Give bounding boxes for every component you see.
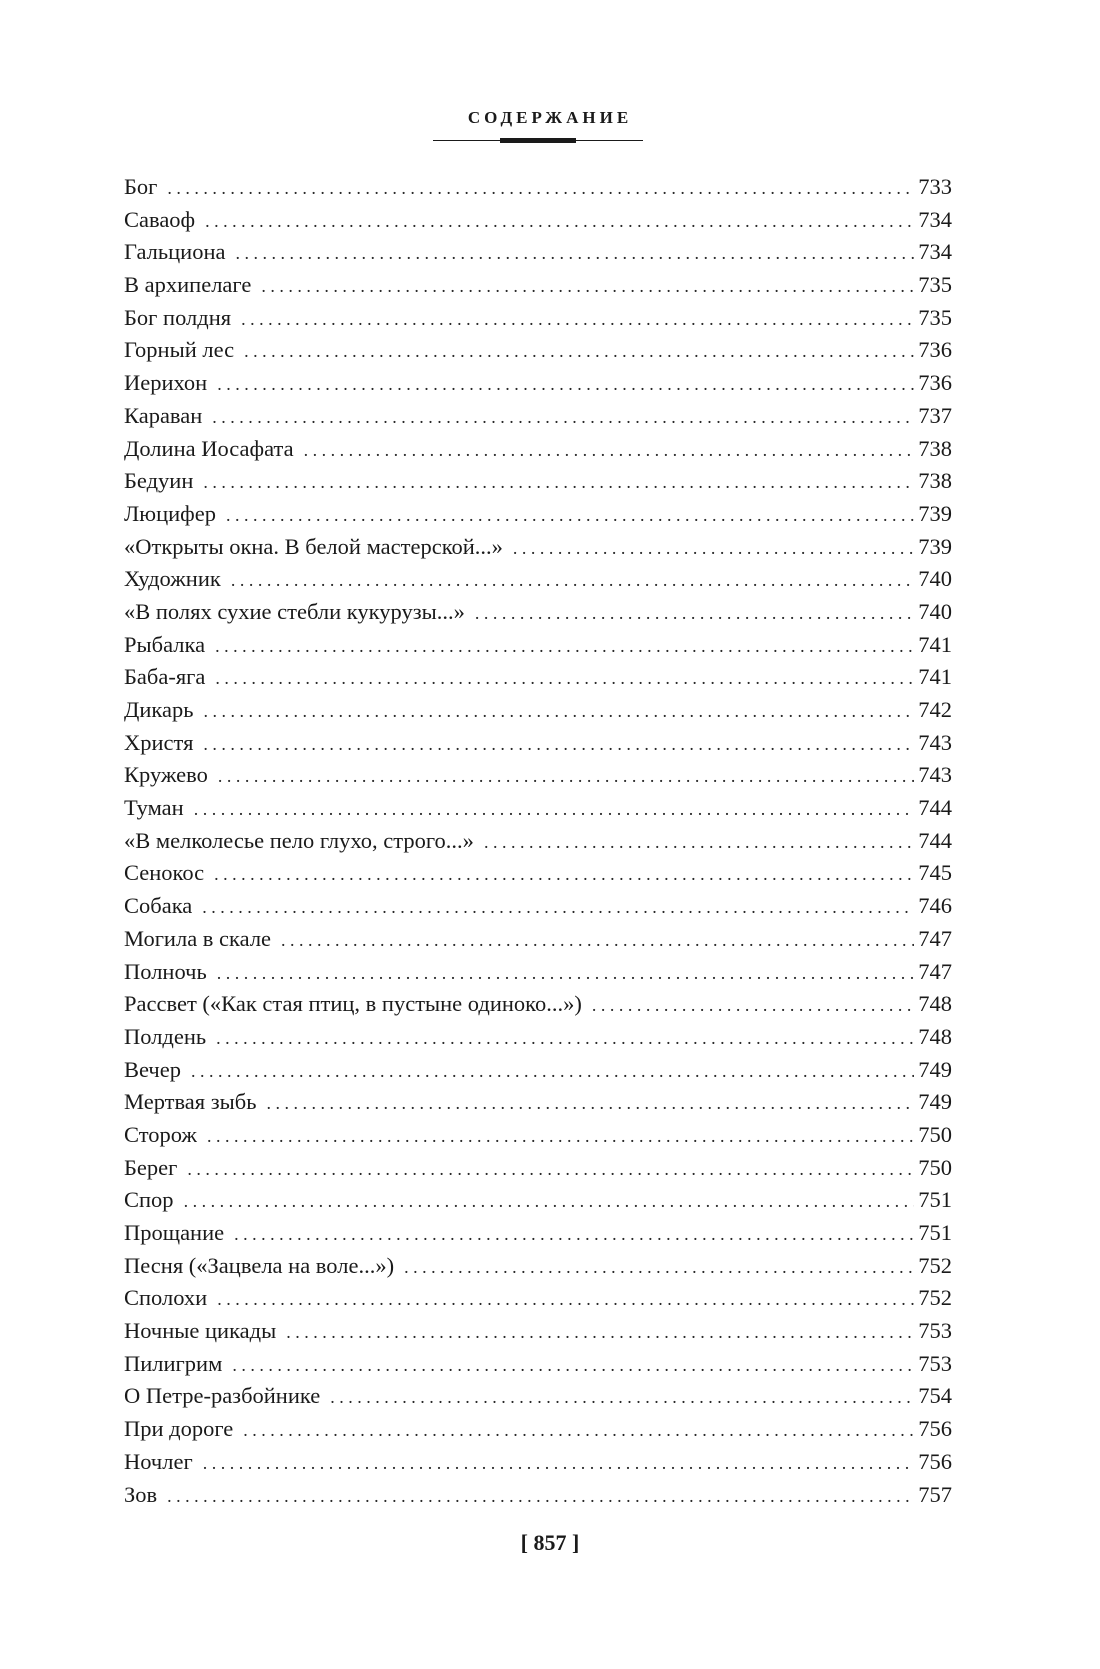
dot-leader <box>212 401 914 434</box>
dot-leader <box>484 826 914 859</box>
dot-leader <box>266 1087 914 1120</box>
toc-entry[interactable] <box>124 269 952 302</box>
page-title: СОДЕРЖАНИЕ <box>467 108 633 127</box>
table-of-contents <box>124 171 952 1511</box>
toc-entry-title: Спор <box>124 1187 174 1213</box>
toc-entry-title: Караван <box>124 402 203 428</box>
dot-leader <box>217 957 915 990</box>
dot-leader <box>404 1251 914 1284</box>
dot-leader <box>281 924 914 957</box>
toc-entry[interactable] <box>124 367 952 400</box>
toc-entry[interactable] <box>124 1479 952 1512</box>
toc-entry-title: Рыбалка <box>124 631 206 657</box>
toc-entry-page: 741 <box>918 664 952 690</box>
toc-entry[interactable] <box>124 1282 952 1315</box>
toc-entry-page: 752 <box>918 1285 952 1311</box>
toc-entry-page: 742 <box>918 697 952 722</box>
toc-entry-title: Могила в скале <box>124 925 272 951</box>
dot-leader <box>191 1055 914 1088</box>
toc-entry[interactable] <box>124 1348 952 1381</box>
toc-entry-title: Саваоф <box>124 206 196 232</box>
dot-leader <box>330 1381 914 1414</box>
dot-leader <box>194 793 915 826</box>
toc-entry-title: Собака <box>124 893 193 919</box>
toc-entry[interactable] <box>124 1217 952 1250</box>
header-rule-accent <box>500 138 576 143</box>
toc-entry[interactable] <box>124 1086 952 1119</box>
toc-entry[interactable] <box>124 956 952 989</box>
toc-entry-title: Зов <box>124 1481 158 1507</box>
toc-entry-title: Рассвет («Как стая птиц, в пустыне одиноко...») <box>124 991 582 1017</box>
toc-entry-page: 745 <box>918 860 952 886</box>
toc-entry-title: Пилигрим <box>124 1350 223 1376</box>
dot-leader <box>184 1185 915 1218</box>
toc-entry[interactable] <box>124 465 952 498</box>
toc-entry[interactable] <box>124 694 952 727</box>
toc-entry-title: Бог полдня <box>124 304 232 330</box>
dot-leader <box>217 368 914 401</box>
toc-entry-title: «В полях сухие стебли кукурузы...» <box>124 598 465 624</box>
toc-entry-page: 734 <box>918 206 952 232</box>
dot-leader <box>215 630 914 663</box>
toc-entry-title: Туман <box>124 795 184 821</box>
toc-entry-page: 746 <box>918 893 952 919</box>
toc-entry[interactable] <box>124 759 952 792</box>
toc-entry-page: 750 <box>918 1154 952 1180</box>
toc-entry[interactable] <box>124 1054 952 1087</box>
dot-leader <box>243 1414 914 1447</box>
toc-entry[interactable] <box>124 1152 952 1185</box>
dot-leader <box>217 1283 914 1316</box>
dot-leader <box>214 858 914 891</box>
toc-entry-page: 741 <box>918 631 952 657</box>
toc-entry-title: Ночлег <box>124 1448 193 1474</box>
toc-entry[interactable] <box>124 236 952 269</box>
toc-entry[interactable] <box>124 661 952 694</box>
toc-entry[interactable] <box>124 857 952 890</box>
dot-leader <box>261 270 914 303</box>
close-bracket: ] <box>572 1530 580 1555</box>
open-bracket: [ <box>520 1530 528 1555</box>
toc-entry-page: 750 <box>918 1121 952 1147</box>
dot-leader <box>475 597 914 630</box>
toc-entry-title: Вечер <box>124 1056 181 1082</box>
toc-entry[interactable] <box>124 1380 952 1413</box>
toc-entry[interactable] <box>124 433 952 466</box>
toc-entry-title: Бог <box>124 174 158 199</box>
toc-entry-page: 735 <box>918 304 952 330</box>
page-number: 857 <box>533 1530 567 1555</box>
toc-entry[interactable] <box>124 890 952 923</box>
toc-entry-title: Мертвая зыбь <box>124 1089 257 1115</box>
toc-entry-page: 739 <box>918 533 952 559</box>
toc-entry-page: 734 <box>918 239 952 265</box>
toc-entry[interactable] <box>124 988 952 1021</box>
toc-entry[interactable] <box>124 629 952 662</box>
toc-entry-page: 737 <box>918 402 952 428</box>
toc-entry-title: «В мелколесье пело глухо, строго...» <box>124 827 474 853</box>
toc-entry-title: Баба-яга <box>124 664 206 690</box>
toc-entry[interactable] <box>124 1184 952 1217</box>
toc-entry-page: 744 <box>918 795 952 821</box>
toc-entry-page: 749 <box>918 1056 952 1082</box>
toc-entry-title: Кружево <box>124 762 208 788</box>
toc-entry-title: Берег <box>124 1154 178 1180</box>
toc-entry[interactable] <box>124 204 952 237</box>
dot-leader <box>187 1153 914 1186</box>
toc-entry-title: Сенокос <box>124 860 205 886</box>
dot-leader <box>226 499 914 532</box>
toc-entry-page: 757 <box>918 1481 952 1507</box>
toc-entry-title: Полдень <box>124 1023 207 1049</box>
toc-entry[interactable] <box>124 596 952 629</box>
toc-entry-title: Бедуин <box>124 468 194 494</box>
toc-entry[interactable] <box>124 498 952 531</box>
toc-entry-page: 736 <box>918 370 952 396</box>
toc-entry-page: 738 <box>918 468 952 494</box>
dot-leader <box>216 1022 914 1055</box>
dot-leader <box>167 172 914 205</box>
toc-entry-title: Песня («Зацвела на воле...») <box>124 1252 395 1278</box>
dot-leader <box>234 1218 914 1251</box>
toc-entry-page: 753 <box>918 1350 952 1376</box>
toc-entry-title: Гальциона <box>124 239 226 265</box>
toc-entry-title: Горный лес <box>124 337 235 363</box>
dot-leader <box>202 891 914 924</box>
dot-leader <box>232 1349 914 1382</box>
dot-leader <box>304 434 915 467</box>
toc-entry-title: О Петре-разбойнике <box>124 1383 321 1409</box>
toc-entry-page: 744 <box>918 827 952 853</box>
toc-entry-title: «Открыты окна. В белой мастерской...» <box>124 533 503 559</box>
dot-leader <box>207 1120 914 1153</box>
toc-entry-page: 754 <box>918 1383 952 1409</box>
toc-entry-page: 751 <box>918 1187 952 1213</box>
toc-entry-title: Долина Иосафата <box>124 435 294 461</box>
toc-entry-page: 743 <box>918 762 952 788</box>
toc-entry[interactable] <box>124 531 952 564</box>
toc-entry[interactable] <box>124 825 952 858</box>
toc-entry-title: В архипелаге <box>124 272 252 298</box>
toc-entry[interactable] <box>124 563 952 596</box>
dot-leader <box>244 335 914 368</box>
toc-entry[interactable] <box>124 1119 952 1152</box>
toc-entry-page: 749 <box>918 1089 952 1115</box>
toc-entry-title: Христя <box>124 729 194 755</box>
toc-entry-page: 756 <box>918 1448 952 1474</box>
toc-entry-page: 733 <box>918 174 952 199</box>
toc-entry[interactable] <box>124 302 952 335</box>
dot-leader <box>235 237 914 270</box>
toc-entry[interactable] <box>124 171 952 204</box>
toc-entry-page: 752 <box>918 1252 952 1278</box>
dot-leader <box>203 695 914 728</box>
toc-entry-page: 740 <box>918 598 952 624</box>
toc-entry-title: При дороге <box>124 1416 234 1442</box>
toc-entry[interactable] <box>124 1315 952 1348</box>
dot-leader <box>215 662 914 695</box>
toc-entry-title: Полночь <box>124 958 207 984</box>
dot-leader <box>203 466 914 499</box>
dot-leader <box>241 303 914 336</box>
toc-entry[interactable] <box>124 1413 952 1446</box>
toc-entry-title: Ночные цикады <box>124 1318 277 1344</box>
toc-entry-page: 743 <box>918 729 952 755</box>
dot-leader <box>513 532 914 565</box>
toc-entry-page: 751 <box>918 1220 952 1245</box>
dot-leader <box>205 205 914 238</box>
toc-entry-page: 756 <box>918 1416 952 1442</box>
toc-entry[interactable] <box>124 334 952 367</box>
dot-leader <box>203 728 914 761</box>
dot-leader <box>218 760 914 793</box>
dot-leader <box>231 564 914 597</box>
toc-entry-page: 747 <box>918 925 952 951</box>
toc-entry-page: 735 <box>918 272 952 298</box>
toc-entry[interactable] <box>124 727 952 760</box>
toc-entry-page: 740 <box>918 566 952 592</box>
toc-entry[interactable] <box>124 792 952 825</box>
toc-entry[interactable] <box>124 400 952 433</box>
dot-leader <box>592 989 914 1022</box>
dot-leader <box>167 1480 914 1513</box>
toc-entry-title: Иерихон <box>124 370 208 396</box>
page-footer <box>0 1530 1100 1556</box>
dot-leader <box>286 1316 914 1349</box>
toc-entry-page: 739 <box>918 500 952 526</box>
toc-entry-title: Прощание <box>124 1220 225 1245</box>
toc-entry[interactable] <box>124 1250 952 1283</box>
toc-entry[interactable] <box>124 1446 952 1479</box>
toc-entry-page: 748 <box>918 1023 952 1049</box>
dot-leader <box>203 1447 915 1480</box>
running-header <box>0 108 1100 128</box>
toc-entry-title: Дикарь <box>124 697 194 722</box>
toc-entry-title: Художник <box>124 566 221 592</box>
toc-entry-page: 747 <box>918 958 952 984</box>
toc-entry-page: 736 <box>918 337 952 363</box>
toc-entry-page: 738 <box>918 435 952 461</box>
toc-entry-title: Люцифер <box>124 500 216 526</box>
toc-entry[interactable] <box>124 923 952 956</box>
toc-entry-title: Сторож <box>124 1121 197 1147</box>
toc-entry-title: Сполохи <box>124 1285 208 1311</box>
toc-entry-page: 753 <box>918 1318 952 1344</box>
toc-entry-page: 748 <box>918 991 952 1017</box>
toc-entry[interactable] <box>124 1021 952 1054</box>
